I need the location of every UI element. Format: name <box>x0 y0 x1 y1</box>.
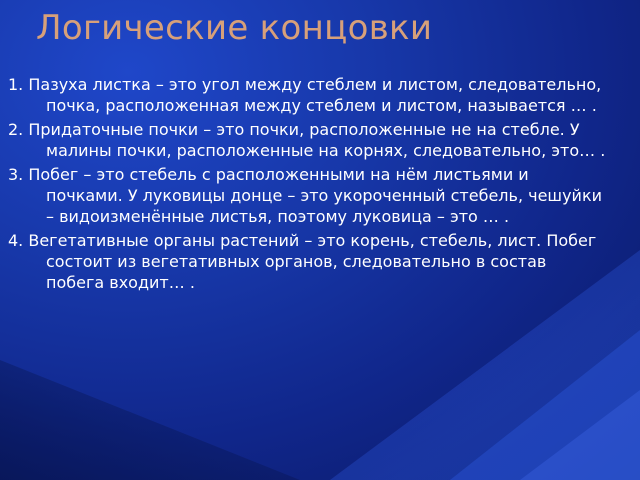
list-item <box>8 74 608 116</box>
item-text: Пазуха листка – это угол между стеблем и листом, следовательно, почка, расположенная между стеблем и листом, называется … . <box>28 75 602 115</box>
item-text: Вегетативные органы растений – это корень, стебель, лист. Побег состоит из вегетативных органов, следовательно в состав побега входит… . <box>28 231 597 292</box>
list-item <box>8 230 608 293</box>
list-item <box>8 119 608 161</box>
item-number: 2. <box>8 120 24 139</box>
item-list <box>8 74 608 296</box>
item-number: 3. <box>8 165 24 184</box>
slide-title: Логические концовки <box>36 8 433 48</box>
item-number: 4. <box>8 231 24 250</box>
item-number: 1. <box>8 75 24 94</box>
list-item <box>8 164 608 227</box>
item-text: Побег – это стебель с расположенными на нём листьями и почками. У луковицы донце – это укороченный стебель, чешуйки – видоизменённые листья, поэтому луковица – это … . <box>28 165 602 226</box>
item-text: Придаточные почки – это почки, расположенные не на стебле. У малины почки, расположенные на корнях, следовательно, это… . <box>28 120 606 160</box>
